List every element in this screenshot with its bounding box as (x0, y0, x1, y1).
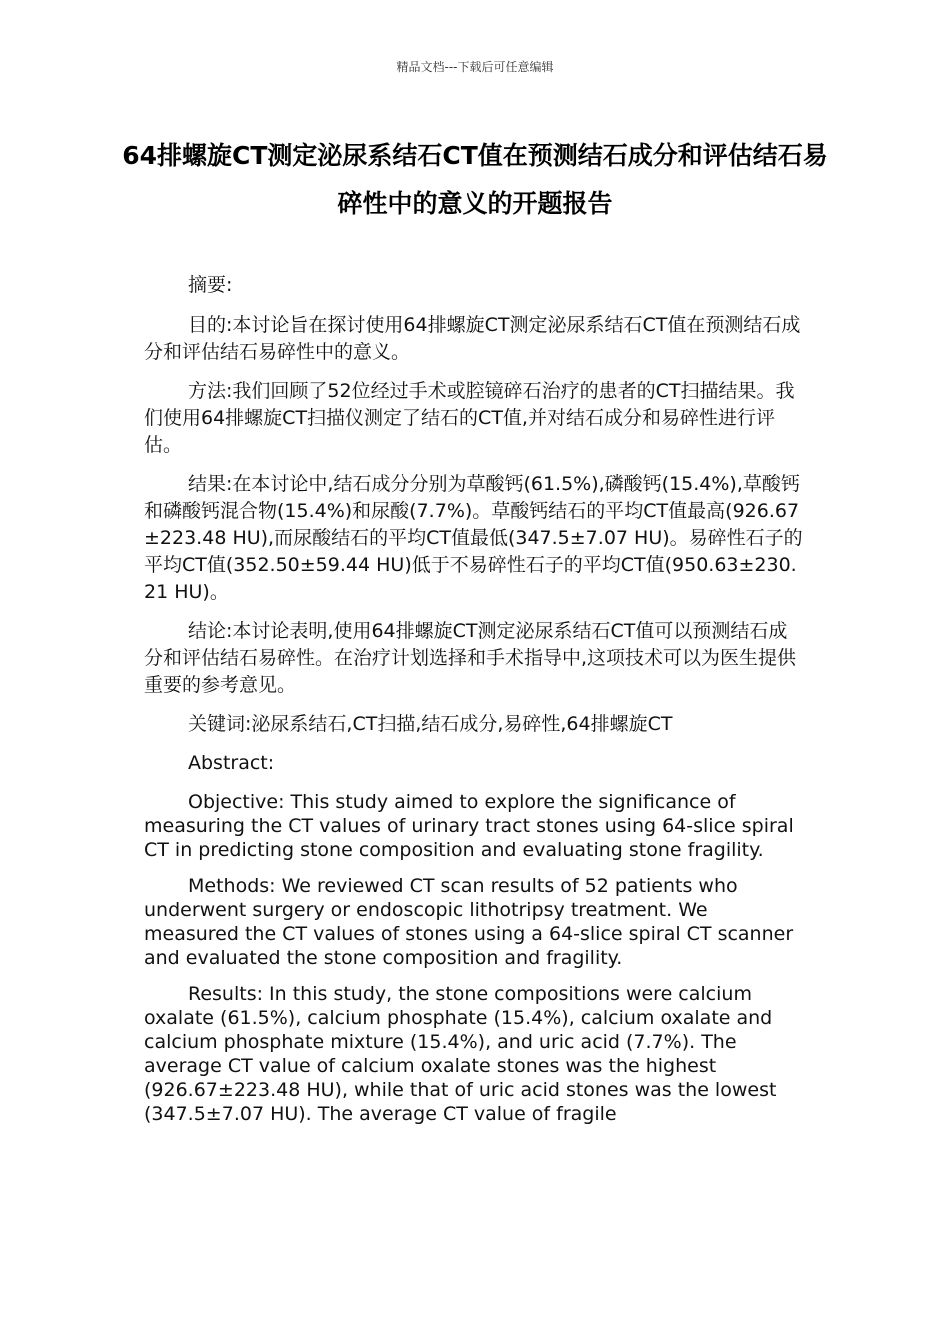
cn-keywords-paragraph: 关键词:泌尿系结石,CT扫描,结石成分,易碎性,64排螺旋CT (188, 713, 673, 735)
cn-conclusion-paragraph: 结论:本讨论表明,使用64排螺旋CT测定泌尿系结石CT值可以预测结石成分和评估结石易碎性。在治疗计划选择和手术指导中,这项技术可以为医生提供重要的参考意见。 (144, 620, 797, 696)
cn-objective-paragraph: 目的:本讨论旨在探讨使用64排螺旋CT测定泌尿系结石CT值在预测结石成分和评估结石易碎性中的意义。 (144, 314, 801, 363)
document-title: 64排螺旋CT测定泌尿系结石CT值在预测结石成分和评估结石易碎性中的意义的开题报告 (122, 141, 828, 218)
document-body (144, 272, 806, 1138)
cn-methods-paragraph: 方法:我们回顾了52位经过手术或腔镜碎石治疗的患者的CT扫描结果。我们使用64排螺旋CT扫描仪测定了结石的CT值,并对结石成分和易碎性进行评估。 (144, 380, 795, 456)
cn-results-paragraph: 结果:在本讨论中,结石成分分别为草酸钙(61.5%),磷酸钙(15.4%),草酸钙和磷酸钙混合物(15.4%)和尿酸(7.7%)。草酸钙结石的平均CT值最高(926.67±223.48 HU),而尿酸结石的平均CT值最低(347.5±7.07 HU)。易碎性石子的平均CT值(352.50±59.44 HU)低于不易碎性石子的平均CT值(950.63±230.21 HU)。 (144, 473, 803, 603)
en-results-paragraph: Results: In this study, the stone compositions were calcium oxalate (61.5%), calcium phosphate (15.4%), calcium oxalate and calcium phosphate mixture (15.4%), and uric acid (7.7%). The average CT value of calcium oxalate stones was the highest (926.67±223.48 HU), while that of uric acid stones was the lowest (347.5±7.07 HU). The average CT value of fragile (144, 983, 777, 1125)
cn-abstract-label: 摘要: (188, 274, 233, 296)
en-methods-paragraph: Methods: We reviewed CT scan results of 52 patients who underwent surgery or endoscopic lithotripsy treatment. We measured the CT values of stones using a 64-slice spiral CT scanner and evaluated the stone composition and fragility. (144, 875, 794, 969)
en-objective-paragraph: Objective: This study aimed to explore the significance of measuring the CT values of urinary tract stones using 64-slice spiral CT in predicting stone composition and evaluating stone fragility. (144, 791, 794, 861)
en-abstract-label: Abstract: (188, 752, 275, 774)
header-note: 精品文档---下载后可任意编辑 (396, 60, 554, 74)
